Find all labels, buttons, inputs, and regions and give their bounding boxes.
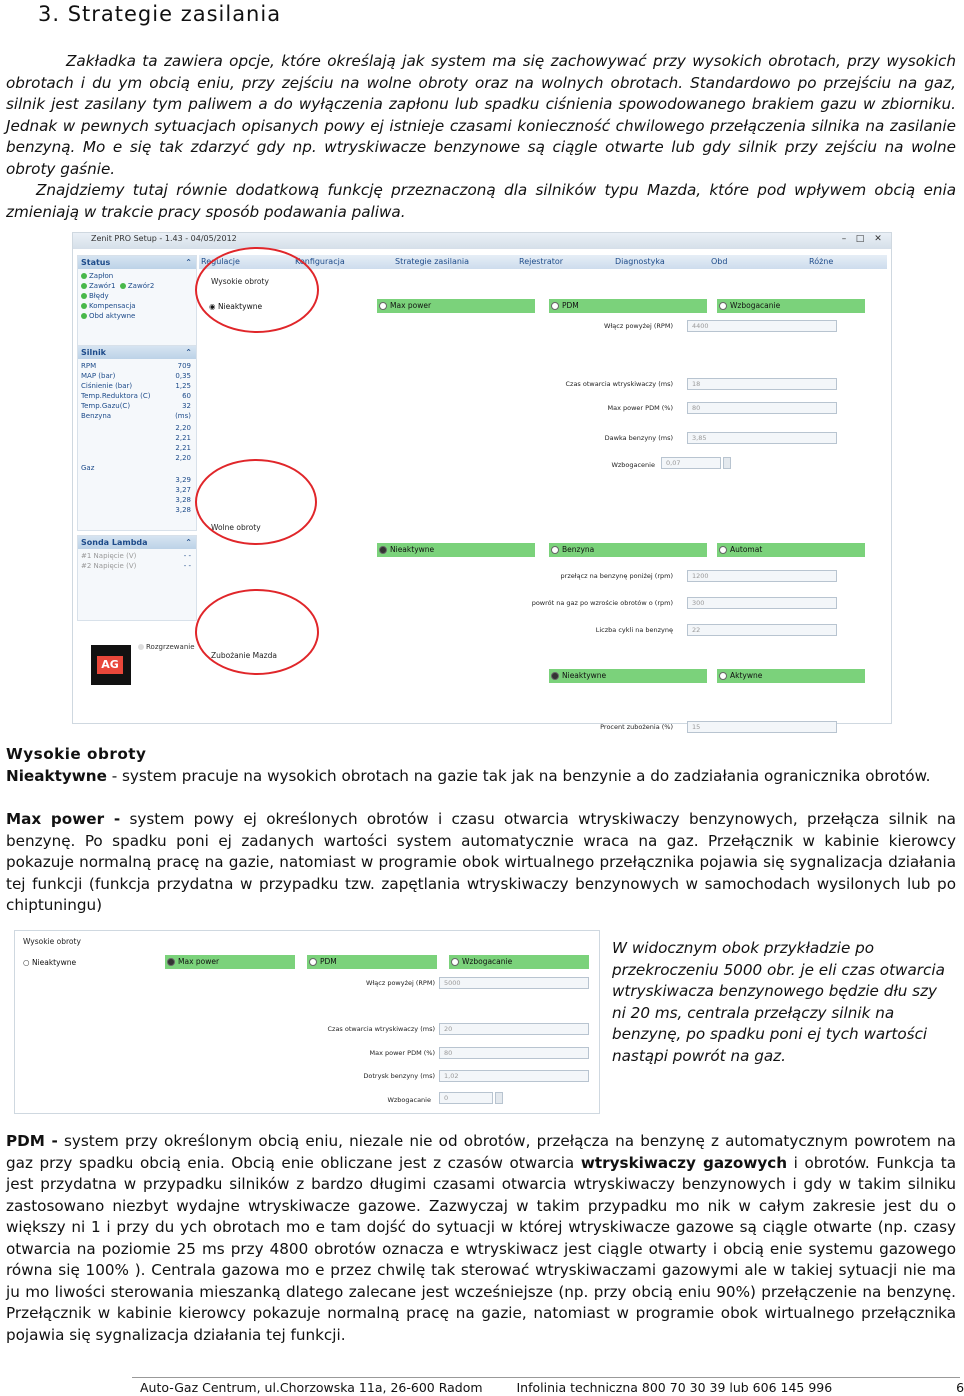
tab-obd[interactable]: Obd (711, 257, 728, 266)
benzyna-value: 2,20 (175, 454, 191, 462)
nieaktywne-paragraph: Nieaktywne - system pracuje na wysokich obrotach na gazie tak jak na benzynie a do zadziałania ogranicznika obrotów. (6, 767, 931, 785)
maxpower-paragraph: Max power - system powy ej określonych obrotów i czasu otwarcia wtryskiwaczy benzynowych, przełącza silnik na benzynę. Po spadku poni ej zadanych wartości system automatycznie wraca na gaz. Przełącznik w kabinie kierowcy pokazuje normalną pracę na gazie, natomiast w programie obok wirtualnego przełącznika pojawia się sygnalizacja działania tej funkcji (funkcja przydatna w przypadku tzw. zapętlania wtryskiwaczy benzynowych w samochodach wysilonych lub po chiptuningu) (6, 810, 956, 914)
status-item: Kompensacja (78, 302, 196, 312)
close-icon[interactable]: ✕ (874, 234, 882, 244)
high-rpm-header: Wysokie obroty (211, 277, 269, 286)
field-label: Włącz powyżej (RPM) (366, 979, 435, 987)
gaz-label: Gaz (81, 464, 95, 472)
stepper-icon[interactable] (495, 1092, 503, 1104)
ag-logo: AG (91, 645, 131, 685)
field-label: Wzbogacanie (387, 1096, 431, 1104)
high-rpm-title: Wysokie obroty (6, 745, 147, 763)
tab-diagnostyka[interactable]: Diagnostyka (615, 257, 665, 266)
benzyna-value: 2,21 (175, 444, 191, 452)
footer-hotline: Infolinia techniczna 800 70 30 39 lub 606 145 996 (516, 1380, 833, 1395)
field-label: Czas otwarcia wtryskiwaczy (ms) (327, 1025, 435, 1033)
field-input[interactable]: 80 (439, 1047, 589, 1059)
option-enrich[interactable]: Wzbogacanie (449, 955, 589, 969)
status-item: Obd aktywne (78, 312, 196, 322)
footer-company: Auto-Gaz Centrum, ul.Chorzowska 11a, 26-600 Radom (140, 1380, 483, 1395)
engine-row: RPM 709 (81, 362, 191, 370)
minimize-icon[interactable]: – (841, 234, 847, 244)
low-rpm-option-inactive[interactable]: Nieaktywne (377, 543, 535, 557)
page-number: 6 (956, 1380, 964, 1395)
gaz-value: 3,28 (175, 496, 191, 504)
field-label: powrót na gaz po wzroście obrotów o (rpm) (531, 599, 673, 607)
field-input[interactable]: 18 (687, 378, 837, 390)
footer-rule (132, 1377, 960, 1378)
status-header[interactable]: Status ⌃ (78, 256, 196, 269)
tab-regulacje[interactable]: Regulacje (201, 257, 240, 266)
field-label: Czas otwarcia wtryskiwaczy (ms) (565, 380, 673, 388)
highlight-circle (195, 589, 319, 675)
highlight-circle (195, 459, 317, 545)
field-input[interactable]: 0,07 (661, 457, 721, 469)
intro-paragraph-1: Zakładka ta zawiera opcje, które określają jak system ma się zachowywać przy wysokich obrotach, przy wysokich obrotach i du ym obcią eniu, przy zejściu na wolne obroty oraz na wolnych obrotach. Standardowo po przejściu na gaz, silnik jest zasilany tym paliwem a do wyłączenia zapłonu lub spadku ciśnienia spowodowanego brakiem gazu w zbiorniku. Jednak w pewnych sytuacjach opisanych powy ej istnieje czasami konieczność chwilowego przełączenia silnika na zasilanie benzyną. Mo e się tak zdarzyć gdy np. wtryskiwacze benzynowe są ciągle otwarte lub gdy silnik przy zejściu na wolne obroty gaśnie. (6, 52, 956, 178)
mazda-option-active[interactable]: Aktywne (717, 669, 865, 683)
tab-konfiguracja[interactable]: Konfiguracja (295, 257, 345, 266)
status-item: Zapłon (78, 272, 196, 282)
lambda-row: #2 Napięcie (V) - - (81, 562, 191, 570)
status-item: Błędy (78, 292, 196, 302)
lambda-header[interactable]: Sonda Lambda ⌃ (78, 536, 196, 549)
gaz-value: 3,28 (175, 506, 191, 514)
low-rpm-option-auto[interactable]: Automat (717, 543, 865, 557)
high-rpm-option-pdm[interactable]: PDM (549, 299, 707, 313)
field-label: Max power PDM (%) (607, 404, 673, 412)
section-title: 3. Strategie zasilania (38, 2, 282, 26)
engine-header[interactable]: Silnik ⌃ (78, 346, 196, 359)
benzyna-value: 2,20 (175, 424, 191, 432)
field-input[interactable]: 15 (687, 721, 837, 733)
field-label: Dotrysk benzyny (ms) (363, 1072, 435, 1080)
field-input[interactable]: 300 (687, 597, 837, 609)
field-label: Dawka benzyny (ms) (604, 434, 673, 442)
high-rpm-option-enrich[interactable]: Wzbogacanie (717, 299, 865, 313)
gaz-value: 3,27 (175, 486, 191, 494)
low-rpm-option-benzyna[interactable]: Benzyna (549, 543, 707, 557)
left-panel (77, 255, 195, 717)
status-box (77, 255, 197, 353)
maxpower-screenshot (14, 930, 600, 1114)
mazda-option-inactive[interactable]: Nieaktywne (549, 669, 707, 683)
field-input[interactable]: 5000 (439, 977, 589, 989)
strategy-screenshot (72, 232, 892, 731)
engine-box (77, 345, 197, 531)
engine-row: Temp.Reduktora (C) 60 (81, 392, 191, 400)
field-input[interactable]: 0 (439, 1092, 493, 1104)
maximize-icon[interactable]: □ (855, 234, 865, 244)
high-rpm-option-maxpower[interactable]: Max power (377, 299, 535, 313)
collapse-icon: ⌃ (185, 538, 192, 547)
status-item: Zawór1 Zawór2 (78, 282, 196, 292)
collapse-icon: ⌃ (185, 348, 192, 357)
pdm-paragraph: PDM - system przy określonym obcią eniu, niezale nie od obrotów, przełącza na benzynę z automatycznym powrotem na gaz przy spadku obcią enia. Obcią enie obliczane jest z czasów otwarcia wtryskiwaczy gazowych i obrotów. Funkcja ta jest przydatna w przypadku silników z bardzo długimi czasami otwarcia wtryskiwaczy benzynowych i gdy w takim silniku zastosowano niezbyt wydajne wtryskiwacze gazowe. Zazwyczaj w takim przypadku mo nik w całym zakresie jest du o większy ni 1 i przy du ych obrotach mo e tam dojść do sytuacji w której wtryskiwacze gazowe są ciągle otwarte (np. czasy otwarcia na poziomie 25 ms przy 4800 obrotów oznacza e wtryskiwacz jest ciągle otwarty i obcią enie systemu gazowego równa się 100% ). Centrala gazowa mo e przez chwilę tak sterować wtryskiwaczami gazowymi ale w takiej sytuacji nie ma ju mo liwości sterowania mieszanką dlatego zalecane jest wcześniejsze (np. przy obcią eniu 90%) przełączenie na benzynę. Przełącznik w kabinie kierowcy pokazuje normalną pracę na gazie, natomiast w programie obok wirtualnego przełącznika pojawia się sygnalizacja działania tej funkcji. (6, 1132, 956, 1344)
field-label: Liczba cykli na benzynę (595, 626, 673, 634)
option-inactive[interactable]: ○ Nieaktywne (23, 958, 77, 967)
field-label: Max power PDM (%) (369, 1049, 435, 1057)
highlight-circle (195, 247, 319, 333)
collapse-icon: ⌃ (185, 258, 192, 267)
field-label: Procent zubożenia (%) (600, 723, 673, 731)
tab-rozne[interactable]: Różne (809, 257, 834, 266)
field-label: Włącz powyżej (RPM) (604, 322, 673, 330)
window-titlebar (73, 233, 891, 249)
rozgrzewanie-option[interactable]: Rozgrzewanie (135, 643, 195, 653)
page-footer (140, 1380, 964, 1395)
stepper-icon[interactable] (723, 457, 731, 469)
field-input[interactable]: 3,85 (687, 432, 837, 444)
field-input[interactable]: 80 (687, 402, 837, 414)
high-rpm-option-inactive[interactable]: ◉ Nieaktywne (209, 302, 263, 311)
field-input[interactable]: 1200 (687, 570, 837, 582)
example-text: W widocznym obok przykładzie po przekroczeniu 5000 obr. je eli czas otwarcia wtryskiwacza benzynowego będzie dłu szy ni 20 ms, centrala przełączy silnik na benzynę, po spadku poni ej tych wartości nastąpi powrót na gaz. (612, 939, 945, 1065)
field-label: przełącz na benzynę poniżej (rpm) (560, 572, 673, 580)
field-input[interactable]: 1,02 (439, 1070, 589, 1082)
tab-strategie[interactable]: Strategie zasilania (395, 257, 470, 266)
engine-row: Ciśnienie (bar) 1,25 (81, 382, 191, 390)
window-title: Zenit PRO Setup - 1.43 - 04/05/2012 (91, 234, 237, 243)
field-label: Wzbogacenie (611, 461, 655, 469)
lambda-row: #1 Napięcie (V) - - (81, 552, 191, 560)
field-input[interactable]: 20 (439, 1023, 589, 1035)
engine-row: Benzyna (ms) (81, 412, 191, 420)
lambda-box (77, 535, 197, 621)
field-input[interactable]: 4400 (687, 320, 837, 332)
tab-rejestrator[interactable]: Rejestrator (519, 257, 564, 266)
engine-row: MAP (bar) 0,35 (81, 372, 191, 380)
field-input[interactable]: 22 (687, 624, 837, 636)
option-pdm[interactable]: PDM (307, 955, 437, 969)
high-rpm-header: Wysokie obroty (23, 937, 81, 946)
option-maxpower[interactable]: Max power (165, 955, 295, 969)
engine-row: Temp.Gazu(C) 32 (81, 402, 191, 410)
mazda-header: Zubożanie Mazda (211, 651, 277, 660)
benzyna-value: 2,21 (175, 434, 191, 442)
gaz-value: 3,29 (175, 476, 191, 484)
intro-paragraph-2: Znajdziemy tutaj równie dodatkową funkcję przeznaczoną dla silników typu Mazda, które pod wpływem obcią enia zmieniają w trakcie pracy sposób podawania paliwa. (6, 181, 956, 221)
low-rpm-header: Wolne obroty (211, 523, 261, 532)
